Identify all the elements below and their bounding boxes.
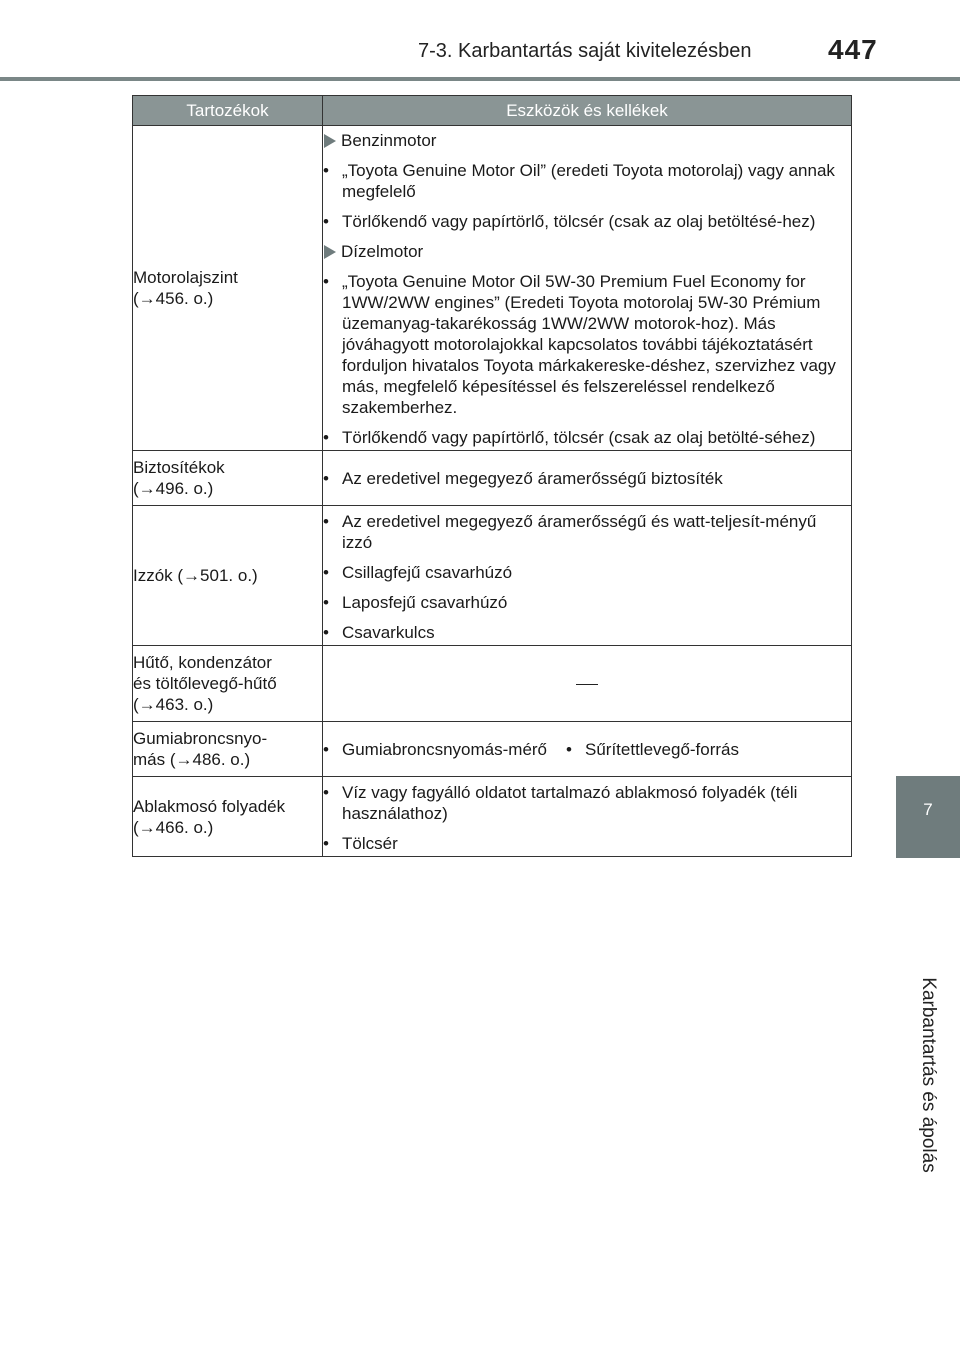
row-item-cell <box>133 777 323 857</box>
header-divider <box>0 77 960 81</box>
page-reference: (→463. o.) <box>133 695 214 714</box>
row-item-label: Gumiabroncsnyo- <box>133 729 268 748</box>
row-item-label: Hűtő, kondenzátor <box>133 653 272 672</box>
chapter-title: Karbantartás és ápolás <box>918 977 939 1173</box>
row-content-cell <box>323 646 852 722</box>
list-item: • Törlőkendő vagy papírtörlő, tölcsér (csak az olaj betöltésé-hez) <box>323 211 851 232</box>
chapter-tab <box>896 776 960 858</box>
list-item: • Tölcsér <box>323 833 851 854</box>
row-item-label: Izzók (→501. o.) <box>133 566 258 585</box>
list-item: • Az eredetivel megegyező áramerősségű és watt-teljesít-ményű izzó <box>323 511 851 553</box>
row-item-label: Motorolajszint <box>133 268 238 287</box>
row-item-cell <box>133 126 323 451</box>
page-reference: (→456. o.) <box>133 289 214 308</box>
list-item: • „Toyota Genuine Motor Oil 5W-30 Premium Fuel Economy for 1WW/2WW engines” (Eredeti Toyota motorolaj 5W-30 Prémium üzemanyag-takarékosság 1WW/2WW motorok-hoz). Más jóváhagyott motorolajokkal kapcsolatos további tájékoztatásért forduljon hivatalos Toyota márkakereske-déshez, szervizhez vagy más, megfelelő képesítéssel és felszereléssel rendelkező szakemberhez. <box>323 271 851 418</box>
chapter-number: 7 <box>923 800 933 819</box>
page-reference: más (→486. o.) <box>133 750 251 769</box>
list-item: • Törlőkendő vagy papírtörlő, tölcsér (csak az olaj betölté-séhez) <box>323 427 851 448</box>
subheading <box>323 241 851 262</box>
list-item: • Sűrítettlevegő-forrás <box>566 739 739 760</box>
row-content-cell <box>323 777 852 857</box>
row-content-cell <box>323 451 852 506</box>
row-item-cell <box>133 506 323 646</box>
table-row <box>133 646 852 722</box>
row-item-label: Biztosítékok <box>133 458 225 477</box>
row-content-cell <box>323 126 852 451</box>
subheading-text: Benzinmotor <box>341 131 437 150</box>
row-item-cell <box>133 646 323 722</box>
empty-dash <box>576 684 598 685</box>
column-header-tools: Eszközök és kellékek <box>323 96 852 126</box>
table-row <box>133 451 852 506</box>
section-title: 7-3. Karbantartás saját kivitelezésben <box>418 40 752 62</box>
list-item: • Csillagfejű csavarhúzó <box>323 562 851 583</box>
subheading <box>323 130 851 151</box>
list-item: • Gumiabroncsnyomás-mérő <box>323 739 566 760</box>
list-item: • Csavarkulcs <box>323 622 851 643</box>
row-content-cell <box>323 506 852 646</box>
page-reference: (→496. o.) <box>133 479 214 498</box>
table-row <box>133 506 852 646</box>
page-reference: (→466. o.) <box>133 817 214 837</box>
list-item: • Az eredetivel megegyező áramerősségű biztosíték <box>323 468 851 489</box>
list-item: • „Toyota Genuine Motor Oil” (eredeti Toyota motorolaj) vagy annak megfelelő <box>323 160 851 202</box>
row-item-label: Ablakmosó folyadék <box>133 796 286 816</box>
subheading-text: Dízelmotor <box>341 242 424 261</box>
list-item: • Víz vagy fagyálló oldatot tartalmazó ablakmosó folyadék (téli használathoz) <box>323 782 851 824</box>
row-content-cell <box>323 722 852 777</box>
table-header-row <box>133 96 852 126</box>
page-number: 447 <box>828 34 878 65</box>
row-item-cell <box>133 722 323 777</box>
triangle-marker-icon <box>324 245 336 259</box>
row-item-label-cont: és töltőlevegő-hűtő <box>133 674 277 693</box>
column-header-accessories: Tartozékok <box>133 96 323 126</box>
row-item-cell <box>133 451 323 506</box>
list-item: • Laposfejű csavarhúzó <box>323 592 851 613</box>
table-row <box>133 777 852 857</box>
triangle-marker-icon <box>324 134 336 148</box>
table-row <box>133 722 852 777</box>
table-row <box>133 126 852 451</box>
tools-table <box>132 95 852 857</box>
